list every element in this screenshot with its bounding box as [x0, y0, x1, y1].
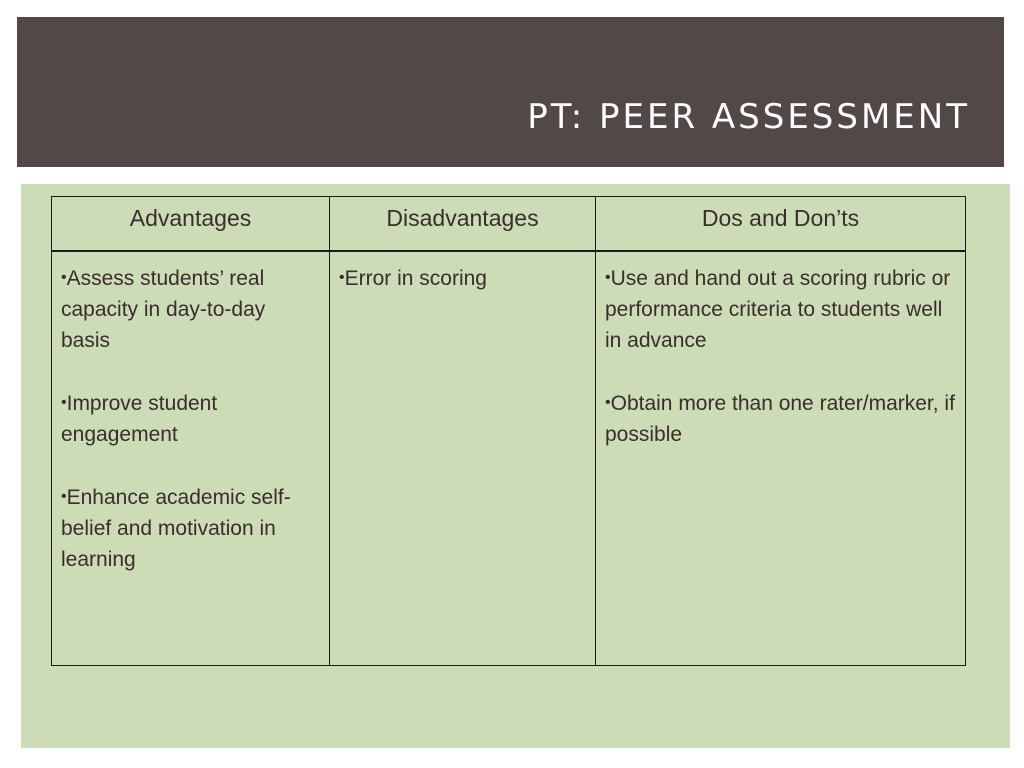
list-item-text: Use and hand out a scoring rubric or performance criteria to students well in advance	[605, 266, 951, 352]
comparison-table	[51, 196, 966, 666]
bullet-icon: •	[61, 393, 67, 411]
list-item-text: Enhance academic self-belief and motivation in learning	[61, 485, 291, 571]
bullet-icon: •	[339, 268, 345, 286]
advantages-cell	[52, 251, 330, 666]
list-item-text: Assess students’ real capacity in day-to-day basis	[61, 266, 266, 352]
header-dos-and-donts: Dos and Don’ts	[596, 197, 966, 251]
dos-and-donts-list	[605, 262, 956, 450]
list-item	[61, 387, 320, 450]
slide-title: PT: PEER ASSESSMENT	[527, 97, 970, 137]
list-item-text: Error in scoring	[344, 266, 487, 290]
bullet-icon: •	[605, 393, 611, 411]
bullet-icon: •	[605, 268, 611, 286]
list-item-text: Obtain more than one rater/marker, if possible	[605, 391, 955, 446]
bullet-icon: •	[61, 487, 67, 505]
advantages-list	[61, 262, 320, 575]
dos-and-donts-cell	[596, 251, 966, 666]
header-advantages: Advantages	[52, 197, 330, 251]
list-item	[339, 262, 586, 294]
header-disadvantages: Disadvantages	[330, 197, 596, 251]
list-item-text: Improve student engagement	[61, 391, 218, 446]
disadvantages-cell	[330, 251, 596, 666]
disadvantages-list	[339, 262, 586, 294]
list-item	[61, 262, 320, 356]
bullet-icon: •	[61, 268, 67, 286]
list-item	[605, 262, 956, 356]
table-header-row	[52, 197, 966, 251]
list-item	[61, 481, 320, 575]
table-row	[52, 251, 966, 666]
list-item	[605, 387, 956, 450]
title-bar	[17, 17, 1004, 167]
